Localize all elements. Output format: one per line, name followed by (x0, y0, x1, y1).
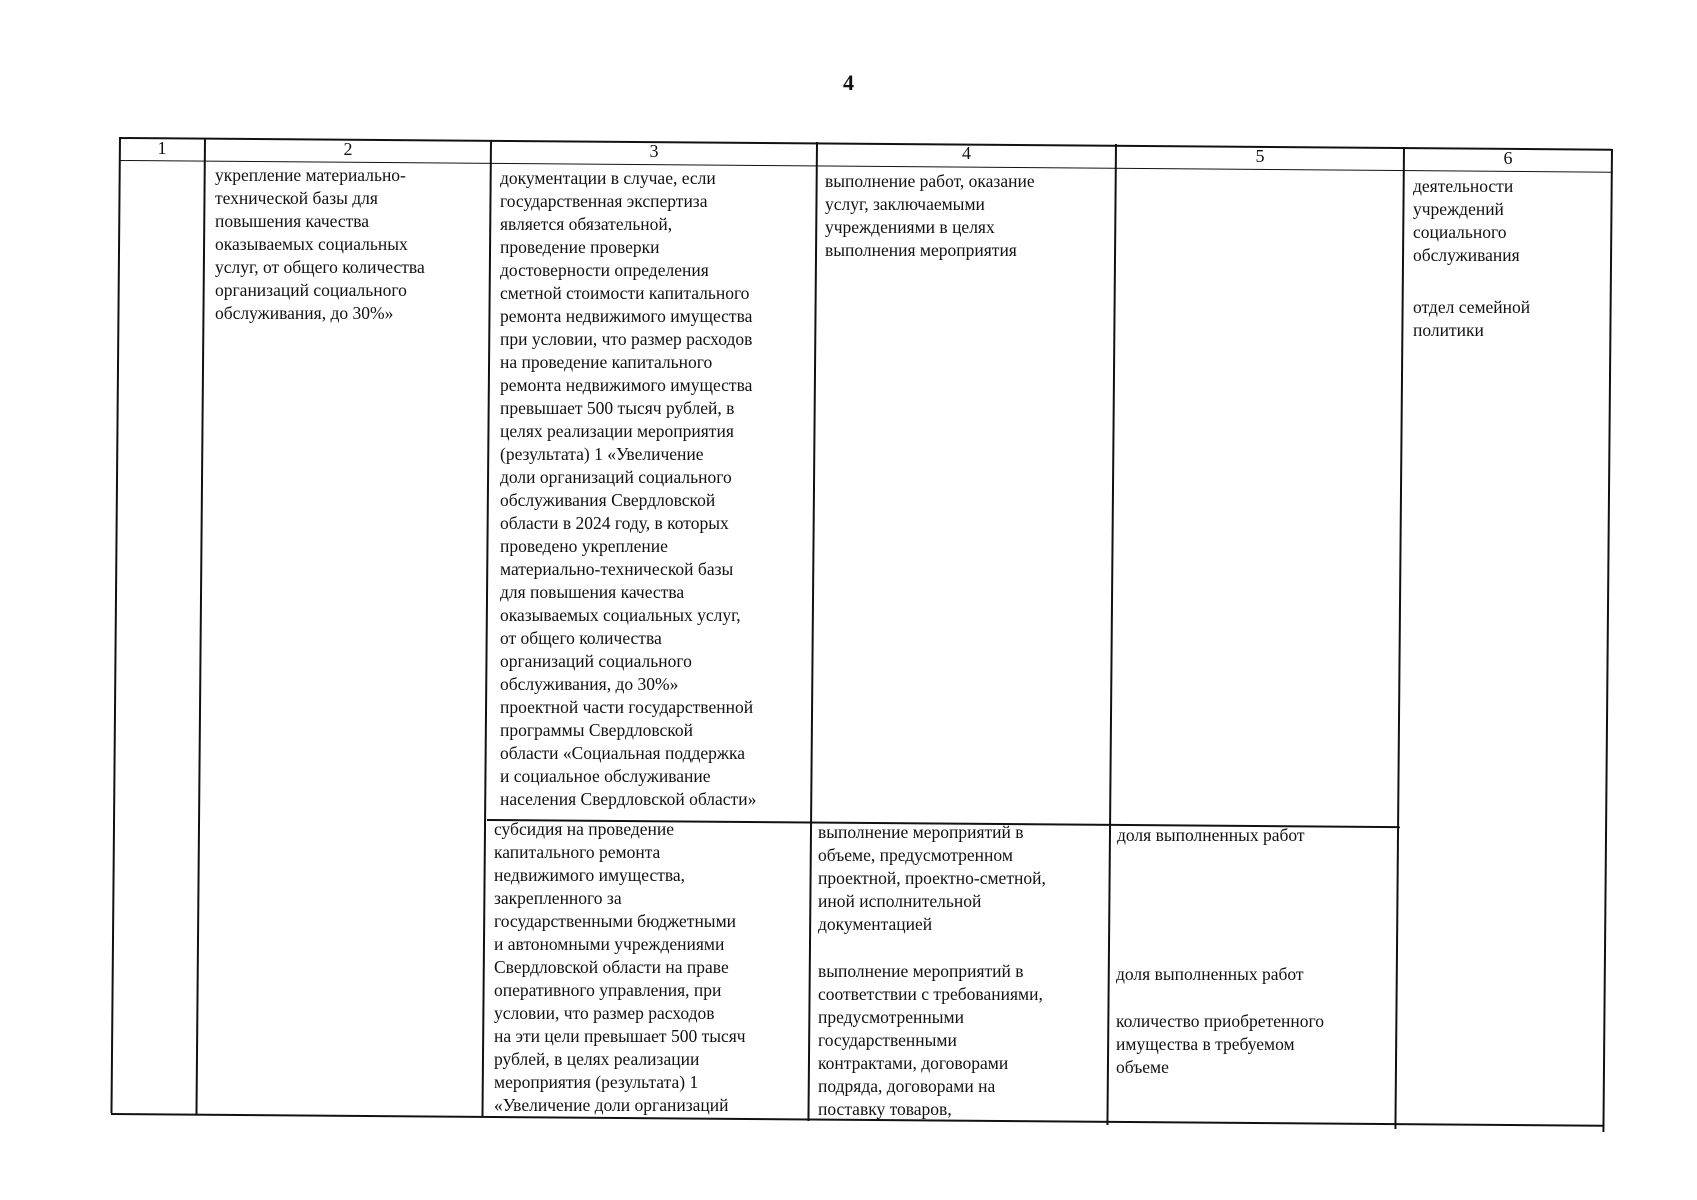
page-number: 4 (843, 70, 854, 95)
row1-col6-text-a: деятельности учреждений социального обслуживания (1413, 176, 1520, 265)
header-col-2: 2 (343, 139, 353, 159)
row1-col3-text: документации в случае, если государственная экспертиза является обязательной, проведение проверки достоверности определения сметной стоимости капитального ремонта недвижимого имущества при условии, что размер расходов на проведение капитального ремонта недвижимого имущества превышает 500 тысяч рублей, в целях реализации мероприятия (результата) 1 «Увеличение доли организаций социального обслуживания Свердловской области в 2024 году, в которых проведено укрепление материально-технической базы для повышения качества оказываемых социальных услуг, от общего количества организаций социального обслуживания, до 30%» проектной части государственной программы Свердловской области «Социальная поддержка и социальное обслуживание населения Свердловской области» (500, 168, 757, 809)
header-col-5: 5 (1255, 146, 1265, 166)
row1-col4-text: выполнение работ, оказание услуг, заключаемыми учреждениями в целях выполнения мероприятия (825, 171, 1035, 260)
row2-col5-text-b: доля выполненных работ (1116, 964, 1304, 984)
row2-col5-text-a: доля выполненных работ (1117, 825, 1305, 845)
row2-col4-text-b: выполнение мероприятий в соответствии с требованиями, предусмотренными государственными контрактами, договорами подряда, договорами на поставку товаров, (818, 961, 1043, 1119)
row1-col2-text: укрепление материально- технической базы для повышения качества оказываемых социальных услуг, от общего количества организаций социального обслуживания, до 30%» (215, 165, 425, 323)
header-col-1: 1 (157, 138, 167, 158)
row1-col6-text-b: отдел семейной политики (1413, 297, 1531, 340)
header-col-3: 3 (649, 141, 659, 161)
col-divider-1-2 (195, 138, 205, 1114)
row2-col4-text-a: выполнение мероприятий в объеме, предусмотренном проектной, проектно-сметной, иной исполнительной документацией (818, 822, 1046, 934)
header-col-6: 6 (1503, 148, 1513, 168)
header-col-4: 4 (962, 143, 971, 163)
row2-col3-text: субсидия на проведение капитального ремонта недвижимого имущества, закрепленного за государственными бюджетными и автономными учреждениями Свердловской области на праве оперативного управления, при условии, что размер расходов на эти цели превышает 500 тысяч рублей, в целях реализации мероприятия (результата) 1 «Увеличение доли организаций (494, 819, 746, 1115)
row2-col5-text-c: количество приобретенного имущества в требуемом объеме (1116, 1011, 1324, 1077)
col-divider-left (110, 137, 120, 1113)
